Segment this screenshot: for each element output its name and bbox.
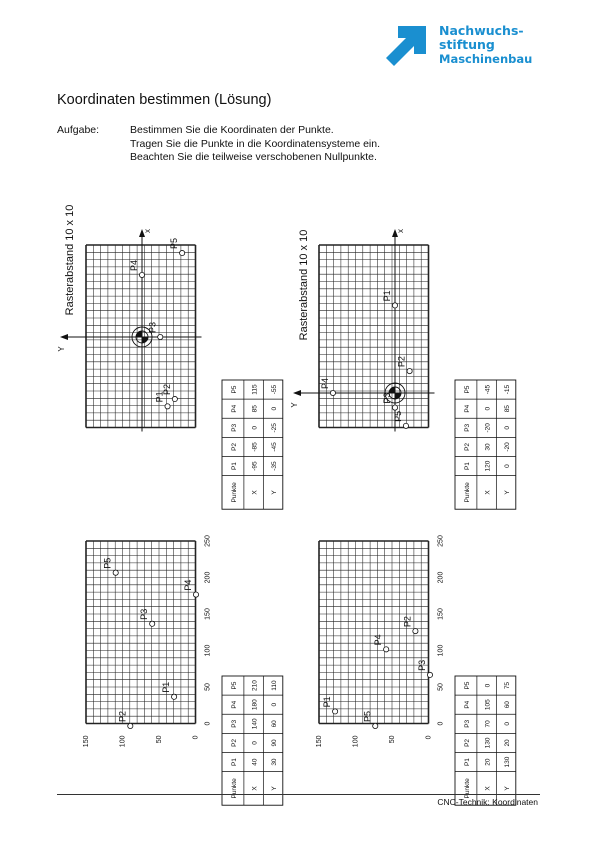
point-marker [407, 369, 412, 374]
point-label: P2 [161, 384, 172, 396]
table-cell: -45 [484, 384, 492, 395]
table-header-cell: X [484, 490, 492, 495]
table-header-cell: Punkte [230, 778, 238, 799]
point-marker [392, 303, 397, 308]
table-header-cell: Punkte [463, 778, 471, 799]
x-tick-label: 100 [437, 644, 445, 657]
table-header-cell: X [251, 786, 259, 791]
x-tick-label: 0 [204, 721, 212, 726]
table-cell: 0 [504, 464, 512, 468]
point-marker [128, 723, 133, 728]
point-marker [333, 709, 338, 714]
x-tick-label: 50 [204, 683, 212, 691]
table-cell: 0 [484, 683, 492, 688]
table-header-cell: Y [271, 786, 279, 791]
y-tick-label: 50 [389, 735, 396, 744]
table-cell: 0 [484, 406, 492, 411]
table-cell: 110 [271, 680, 279, 691]
table-header-cell: Y [271, 490, 279, 495]
footer-text: CNC-Technik: Koordinaten [437, 797, 538, 807]
x-tick-label: 250 [204, 535, 212, 547]
table-cell: -15 [504, 384, 512, 395]
table-cell: 30 [271, 758, 279, 766]
y-tick-label: 0 [192, 735, 200, 740]
point-label: P1 [154, 391, 165, 403]
table-cell: P1 [230, 758, 238, 767]
table-cell: 0 [271, 702, 279, 707]
table-cell: 70 [484, 720, 492, 728]
table-cell: 60 [271, 720, 279, 728]
table-cell: P5 [463, 385, 471, 394]
point-label: P1 [161, 681, 172, 693]
x-tick-label: 100 [204, 644, 212, 657]
coordinate-figure-1 [57, 205, 283, 510]
value-table [222, 380, 283, 509]
table-header-cell: Punkte [230, 482, 238, 503]
table-cell: -55 [271, 384, 279, 395]
x-axis-label: x [143, 229, 152, 233]
table-header-cell: Y [504, 490, 512, 495]
table-cell: P3 [230, 719, 238, 728]
table-header-cell: X [484, 786, 492, 791]
logo-line-3: Maschinenbau [439, 52, 533, 66]
point-label: P3 [417, 659, 427, 671]
coordinate-figure-4 [316, 535, 516, 805]
point-marker [330, 390, 335, 395]
table-cell: 0 [504, 425, 512, 430]
task-line: Tragen Sie die Punkte in die Koordinatensysteme ein. [130, 137, 381, 150]
point-marker [113, 570, 118, 575]
table-cell: -20 [484, 423, 492, 433]
table-cell: 130 [484, 737, 492, 749]
page-title: Koordinaten bestimmen (Lösung) [57, 92, 272, 108]
point-label: P2 [117, 710, 128, 722]
point-marker [139, 272, 144, 277]
y-axis-arrow [60, 334, 68, 340]
table-cell: 0 [251, 741, 259, 745]
table-cell: P2 [230, 442, 238, 451]
point-marker [180, 250, 185, 255]
point-label: P5 [392, 410, 403, 422]
y-axis-label: Y [57, 346, 66, 352]
table-cell: 140 [251, 718, 259, 730]
origin-marker [389, 387, 395, 393]
table-cell: -45 [271, 442, 279, 452]
footer-divider [57, 794, 540, 795]
table-cell: 105 [484, 699, 492, 711]
raster-label: Rasterabstand 10 x 10 [64, 204, 76, 316]
point-label: P3 [147, 321, 158, 333]
x-tick-label: 250 [437, 535, 445, 547]
point-marker [427, 672, 432, 677]
point-label: P3 [382, 392, 392, 404]
table-header-cell: Y [504, 786, 512, 791]
y-tick-label: 50 [156, 735, 163, 744]
table-cell: -35 [271, 461, 279, 471]
x-tick-label: 150 [437, 608, 445, 620]
y-tick-label: 150 [316, 735, 323, 748]
point-label: P2 [396, 356, 407, 368]
task-line: Bestimmen Sie die Koordinaten der Punkte. [130, 124, 334, 136]
point-marker [403, 423, 408, 428]
point-label: P5 [102, 557, 113, 569]
coordinate-figure-3 [83, 535, 283, 805]
table-cell: P5 [230, 385, 238, 394]
table-cell: P3 [230, 423, 238, 432]
x-tick-label: 150 [204, 608, 212, 620]
y-tick-label: 0 [425, 735, 433, 740]
coordinate-figure-2 [290, 229, 516, 509]
table-cell: P2 [463, 442, 471, 451]
table-cell: -20 [504, 442, 512, 452]
x-tick-label: 200 [204, 571, 212, 584]
value-table [455, 676, 516, 805]
point-marker [193, 592, 198, 597]
point-label: P1 [382, 290, 392, 302]
point-label: P4 [183, 579, 193, 591]
table-cell: 0 [271, 406, 279, 411]
logo-line-1: Nachwuchs- [439, 23, 524, 38]
table-cell: P1 [230, 462, 238, 471]
point-marker [373, 723, 378, 728]
point-marker [172, 396, 177, 401]
table-cell: P3 [463, 719, 471, 728]
raster-label: Rasterabstand 10 x 10 [298, 229, 310, 341]
point-label: P2 [402, 616, 413, 628]
value-table [222, 676, 283, 805]
table-cell: P5 [463, 681, 471, 690]
point-label: P5 [362, 710, 373, 722]
point-label: P4 [319, 377, 330, 389]
point-label: P4 [129, 259, 139, 271]
point-label: P5 [169, 238, 180, 250]
table-cell: 75 [504, 681, 512, 690]
table-cell: P4 [463, 404, 471, 413]
x-tick-label: 0 [437, 721, 445, 726]
table-cell: P2 [463, 738, 471, 747]
table-cell: P2 [230, 738, 238, 747]
table-cell: 85 [504, 405, 512, 413]
table-header-cell: Punkte [463, 482, 471, 503]
point-marker [165, 404, 170, 409]
table-cell: 210 [251, 680, 259, 691]
y-axis-label: Y [290, 402, 299, 408]
point-label: P1 [322, 696, 333, 708]
table-cell: P1 [463, 758, 471, 767]
table-cell: P5 [230, 681, 238, 690]
point-marker [384, 647, 389, 652]
table-cell: 20 [504, 739, 512, 747]
point-marker [172, 694, 177, 699]
table-cell: 180 [251, 699, 259, 711]
x-axis-label: x [396, 229, 405, 233]
table-cell: -25 [271, 423, 279, 433]
table-cell: 0 [251, 425, 259, 430]
table-cell: 90 [271, 739, 279, 747]
y-tick-label: 100 [119, 735, 127, 748]
table-cell: -85 [251, 442, 259, 452]
table-cell: 85 [251, 405, 259, 413]
table-cell: P4 [463, 700, 471, 709]
table-cell: P4 [230, 404, 238, 413]
y-axis-arrow [293, 390, 301, 396]
table-cell: P4 [230, 700, 238, 709]
table-cell: 30 [484, 443, 492, 451]
x-tick-label: 50 [437, 683, 445, 691]
table-cell: 115 [251, 384, 259, 395]
table-cell: -95 [251, 461, 259, 471]
point-label: P3 [139, 608, 150, 620]
y-tick-label: 100 [352, 735, 360, 748]
table-cell: 40 [251, 758, 259, 766]
value-table [455, 380, 516, 509]
y-tick-label: 150 [83, 735, 90, 748]
table-cell: 130 [504, 756, 512, 768]
point-marker [392, 405, 397, 410]
table-cell: 0 [504, 721, 512, 726]
point-marker [150, 621, 155, 626]
point-label: P4 [373, 634, 384, 646]
task-label: Aufgabe: [57, 124, 100, 136]
origin-marker [142, 337, 148, 343]
table-cell: 20 [484, 758, 492, 766]
table-cell: 120 [484, 460, 492, 472]
table-header-cell: X [251, 490, 259, 495]
task-line: Beachten Sie die teilweise verschobenen Nullpunkte. [130, 151, 377, 164]
x-tick-label: 200 [437, 571, 445, 584]
table-cell: P1 [463, 462, 471, 471]
point-marker [158, 334, 163, 339]
table-cell: P3 [463, 423, 471, 432]
table-cell: 60 [504, 701, 512, 709]
logo-line-2: stiftung [439, 37, 495, 52]
point-marker [413, 629, 418, 634]
